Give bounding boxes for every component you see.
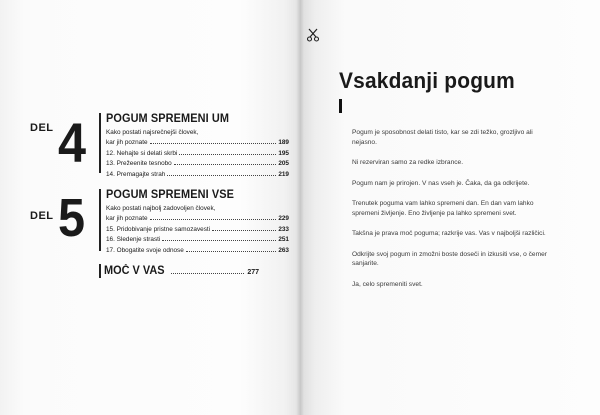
leader-dots bbox=[171, 265, 245, 274]
part-body bbox=[106, 189, 289, 255]
toc-entry-page: 205 bbox=[278, 160, 289, 167]
book-gutter bbox=[296, 0, 304, 415]
toc-entry-label: 14. Premagajte strah bbox=[106, 170, 166, 178]
toc-entry[interactable] bbox=[106, 245, 289, 256]
toc-entry[interactable] bbox=[106, 234, 289, 245]
part-subtitle: Kako postati najsrečnejši človek, bbox=[106, 129, 199, 136]
leader-dots bbox=[186, 245, 277, 252]
leader-dots bbox=[150, 137, 277, 144]
title-rule bbox=[339, 99, 342, 113]
paragraph: Ni rezerviran samo za redke izbrance. bbox=[352, 159, 464, 166]
toc-entry[interactable] bbox=[106, 169, 289, 180]
leader-dots bbox=[162, 234, 276, 241]
leader-dots bbox=[174, 158, 277, 165]
toc-entry[interactable] bbox=[106, 213, 289, 224]
paragraph: Takšna je prava moč poguma; razkrije vas. Vas v najboljši različici. bbox=[352, 230, 546, 237]
part-rule bbox=[99, 189, 101, 251]
page-title: Vsakdanji pogum bbox=[339, 68, 515, 93]
toc-entry-page: 189 bbox=[278, 139, 289, 146]
toc-entry-label: 12. Nehajte si delati skrbi bbox=[106, 149, 178, 157]
paragraph: Pogum nam je prirojen. V nas vseh je. Čaka, da ga odkrijete. bbox=[352, 179, 530, 187]
toc-entry-page: 195 bbox=[278, 149, 289, 157]
toc-final-label: MOČ V VAS bbox=[104, 265, 165, 277]
part-subtitle: Kako postati najbolj zadovoljen človek, bbox=[106, 205, 216, 212]
leader-dots bbox=[179, 148, 276, 155]
scissors-icon bbox=[307, 28, 319, 42]
toc-entry-page: 233 bbox=[278, 225, 289, 233]
toc-entry-label: 15. Pridobivanje pristne samozavesti bbox=[106, 225, 211, 233]
toc-entry-page: 229 bbox=[278, 215, 289, 222]
part-del-label: DEL bbox=[30, 122, 54, 134]
toc-entry-label: 13. Prežeenite tesnobo bbox=[106, 160, 172, 167]
paragraph: Odkrijte svoj pogum in zmožni boste doseči in izkusiti vse, o čemer sanjarite. bbox=[352, 250, 547, 267]
toc-entry[interactable] bbox=[106, 158, 289, 169]
toc-entry-label: 16. Sledenje strasti bbox=[106, 236, 161, 243]
part-title: POGUM SPREMENI UM bbox=[106, 113, 230, 125]
toc-entry[interactable] bbox=[106, 148, 289, 159]
body-text bbox=[352, 128, 552, 300]
toc-entry-page: 263 bbox=[278, 246, 289, 254]
part-number: 4 bbox=[58, 111, 87, 174]
part-body bbox=[106, 113, 289, 179]
leader-dots bbox=[150, 213, 277, 220]
paragraph: Trenutek poguma vam lahko spremeni dan. En dan vam lahko spremeni življenje. Eno življenje pa lahko spremeni svet. bbox=[352, 200, 534, 217]
paragraph: Pogum je sposobnost delati tisto, kar se zdi težko, grozljivo ali nejasno. bbox=[352, 129, 533, 146]
paragraph: Ja, celo spremeniti svet. bbox=[352, 280, 423, 288]
part-del-label: DEL bbox=[30, 210, 54, 222]
part-title: POGUM SPREMENI VSE bbox=[106, 189, 234, 201]
toc-final-page: 277 bbox=[247, 269, 259, 276]
leader-dots bbox=[212, 224, 276, 231]
toc-entry-label: 17. Obogatite svoje odnose bbox=[106, 246, 184, 254]
toc-part-5 bbox=[30, 186, 290, 256]
leader-dots bbox=[167, 169, 276, 176]
toc-entry-page: 251 bbox=[278, 236, 289, 243]
toc-entry[interactable] bbox=[106, 137, 289, 148]
toc-part-4 bbox=[30, 110, 290, 180]
toc-entry-page: 219 bbox=[278, 170, 289, 178]
part-number: 5 bbox=[58, 188, 86, 248]
toc-final-entry[interactable] bbox=[98, 265, 259, 277]
toc-entry-label: kar jih poznate bbox=[106, 215, 148, 222]
toc-entry[interactable] bbox=[106, 224, 289, 235]
part-rule bbox=[99, 113, 101, 173]
toc-entry-label: kar jih poznate bbox=[106, 139, 148, 146]
